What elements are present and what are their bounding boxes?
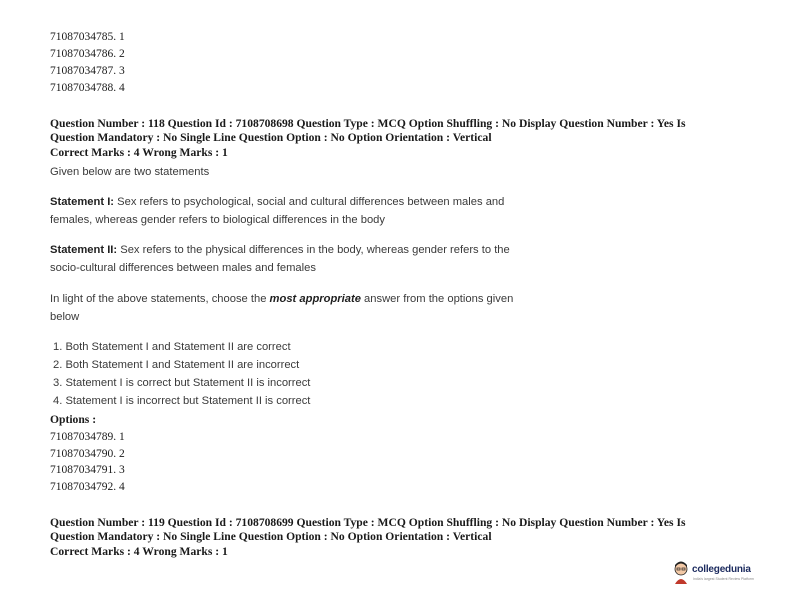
option-line: 71087034786. 2 (50, 48, 125, 60)
answer-choice: 4. Statement I is incorrect but Statement II is correct (53, 395, 311, 407)
statement-2-line: socio-cultural differences between males and females (50, 262, 316, 274)
option-line: 71087034790. 2 (50, 448, 125, 460)
question-prompt: below (50, 311, 80, 323)
prompt-emphasis: most appropriate (269, 293, 361, 305)
statement-2-label: Statement II: (50, 244, 118, 256)
statement-2-text: Sex refers to the physical differences in the body, whereas gender refers to the (117, 244, 510, 256)
statement-1-text: Sex refers to psychological, social and cultural differences between males and (114, 196, 505, 208)
student-mascot-icon (672, 560, 690, 584)
question-header-line: Question Mandatory : No Single Line Question Option : No Option Orientation : Vertical (50, 530, 492, 543)
option-line: 71087034785. 1 (50, 31, 125, 43)
answer-choices (50, 338, 310, 410)
option-line: 71087034789. 1 (50, 431, 125, 443)
statement-2-line (50, 241, 510, 259)
answer-choice: 1. Both Statement I and Statement II are correct (53, 341, 291, 353)
question-header-line: Question Number : 118 Question Id : 7108708698 Question Type : MCQ Option Shuffling : No Display Question Number : Yes Is (50, 117, 686, 130)
question-prompt (50, 290, 513, 308)
question-marks: Correct Marks : 4 Wrong Marks : 1 (50, 146, 228, 159)
statement-1-line: females, whereas gender refers to biological differences in the body (50, 214, 385, 226)
answer-choice: 2. Both Statement I and Statement II are incorrect (53, 359, 300, 371)
prompt-text: In light of the above statements, choose the (50, 293, 270, 305)
prompt-text: answer from the options given (360, 293, 514, 305)
brand-tagline: India's largest Student Review Platform (693, 577, 754, 581)
option-line: 71087034787. 3 (50, 65, 125, 77)
option-line: 71087034791. 3 (50, 464, 125, 476)
statement-1-line (50, 193, 504, 211)
options-label: Options : (50, 413, 97, 426)
question-header-line: Question Mandatory : No Single Line Question Option : No Option Orientation : Vertical (50, 131, 492, 144)
option-line: 71087034792. 4 (50, 481, 125, 493)
question-intro: Given below are two statements (50, 166, 210, 178)
question-marks: Correct Marks : 4 Wrong Marks : 1 (50, 545, 228, 558)
answer-choice: 3. Statement I is correct but Statement II is incorrect (53, 377, 311, 389)
brand-name: collegedunia (692, 564, 751, 575)
option-line: 71087034788. 4 (50, 82, 125, 94)
question-header-line: Question Number : 119 Question Id : 7108708699 Question Type : MCQ Option Shuffling : No Display Question Number : Yes Is (50, 516, 686, 529)
collegedunia-logo (672, 558, 762, 588)
statement-1-label: Statement I: (50, 196, 115, 208)
